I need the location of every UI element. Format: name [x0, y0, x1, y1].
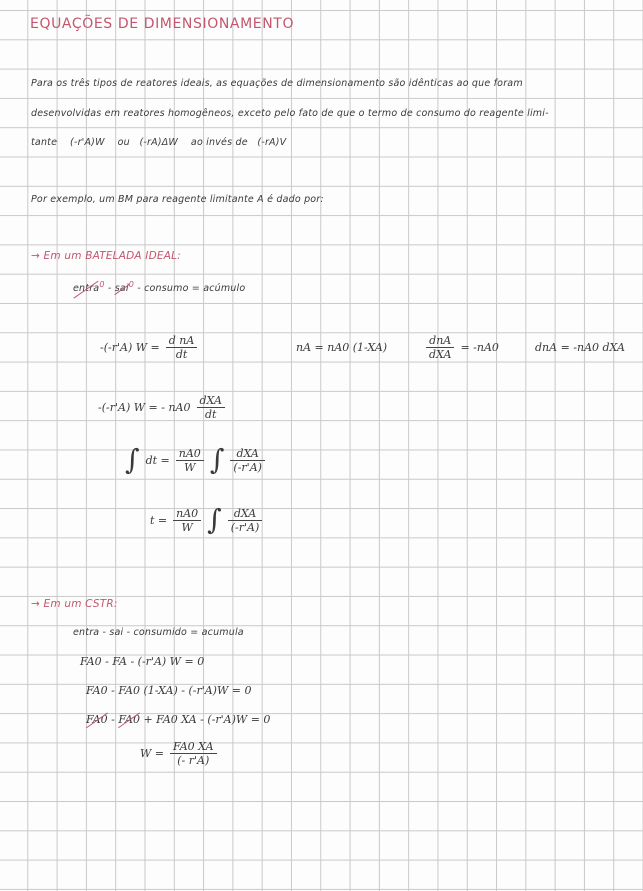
- cstr-heading-label: Em um CSTR:: [43, 598, 118, 610]
- batch-eq-1-fraction: [166, 334, 198, 361]
- cstr-eq-4-den: (- r'A): [177, 754, 210, 767]
- batch-heading-prefix: Em um: [43, 250, 82, 262]
- batch-eq-3-left: dt =: [145, 453, 170, 467]
- batch-eq-2-left: -(-r'A) W = - nA0: [98, 401, 191, 414]
- cstr-eq-2: FA0 - FA0 (1-XA) - (-r'A)W = 0: [86, 684, 252, 697]
- integral-icon: ∫: [125, 443, 140, 476]
- intro-text-tante: tante: [31, 137, 58, 148]
- batch-eq-3-inum: dXA: [230, 447, 265, 461]
- integral-icon: ∫: [207, 503, 222, 536]
- batch-eq-3-fnum: nA0: [176, 447, 204, 461]
- batch-eq-4-fnum: nA0: [173, 507, 201, 521]
- intro-text-ou: ou: [117, 137, 130, 148]
- batch-eq-4-integrand: [228, 507, 263, 534]
- cstr-eq-3-struck-2: FA0: [118, 713, 140, 726]
- batch-eq-1c-den: dXA: [429, 348, 452, 361]
- batch-eq-1c-right: = -nA0: [460, 341, 499, 354]
- batch-eq-1c-num: dnA: [426, 334, 454, 348]
- cstr-balance: entra - sai - consumido = acumula: [73, 627, 244, 638]
- example-text: Por exemplo, um BM para reagente limitante A é dado por:: [31, 194, 324, 205]
- title: EQUAÇÕES DE DIMENSIONAMENTO: [30, 16, 295, 32]
- cstr-eq-4-left: W =: [140, 747, 165, 760]
- cstr-eq-1: FA0 - FA - (-r'A) W = 0: [80, 655, 205, 668]
- batch-eq-1-num: d nA: [166, 334, 198, 348]
- batch-heading-label: BATELADA IDEAL:: [85, 250, 181, 262]
- intro-term-rprime-w: (-r'A)W: [70, 137, 105, 148]
- batch-eq-4-inum: dXA: [228, 507, 263, 521]
- arrow-icon: →: [31, 598, 40, 610]
- batch-eq-3-integrand: [230, 447, 265, 474]
- cstr-eq-4: [140, 740, 217, 767]
- intro-term-r-v: (-rA)V: [257, 137, 287, 148]
- batch-eq-4-fden: W: [181, 520, 193, 534]
- batch-eq-3-fden: W: [184, 460, 196, 474]
- intro-term-r-deltaw: (-rA)ΔW: [139, 137, 179, 148]
- batch-eq-1-left: -(-r'A) W =: [100, 341, 160, 354]
- batch-eq-1b: nA = nA0 (1-XA): [296, 341, 388, 354]
- batch-balance-zero-2: 0: [128, 280, 135, 289]
- batch-eq-4-left: t =: [150, 513, 168, 527]
- cstr-heading: [31, 598, 118, 610]
- cstr-eq-3: [86, 713, 270, 726]
- batch-eq-1: [100, 334, 197, 361]
- batch-balance-entra: entra: [73, 283, 100, 295]
- cstr-eq-3-struck-1: FA0: [86, 713, 108, 726]
- batch-eq-1d: dnA = -nA0 dXA: [535, 341, 625, 354]
- batch-balance-rest: - consumo = acúmulo: [137, 283, 246, 295]
- intro-line-1: Para os três tipos de reatores ideais, as equações de dimensionamento são idênticas ao que foram: [31, 78, 523, 89]
- batch-eq-2-fraction: [197, 394, 225, 421]
- arrow-icon: →: [31, 250, 40, 262]
- batch-eq-4-fraction: [173, 507, 201, 534]
- batch-eq-1c: [426, 334, 499, 361]
- batch-eq-1c-fraction: [426, 334, 454, 361]
- batch-eq-3: [125, 443, 265, 476]
- batch-eq-4-iden: (-r'A): [230, 520, 260, 534]
- intro-text-ao-inves: ao invés de: [190, 137, 248, 148]
- batch-eq-2-num: dXA: [197, 394, 225, 408]
- batch-eq-3-iden: (-r'A): [233, 460, 262, 474]
- batch-balance-sai: sai: [114, 283, 129, 295]
- batch-eq-2-den: dt: [204, 408, 217, 421]
- intro-line-3: [31, 137, 286, 148]
- cstr-eq-4-fraction: [170, 740, 217, 767]
- cstr-eq-4-num: FA0 XA: [170, 740, 217, 754]
- batch-eq-3-fraction: [176, 447, 204, 474]
- batch-heading: [31, 250, 181, 262]
- cstr-eq-3-minus: -: [111, 713, 119, 726]
- batch-eq-1-den: dt: [175, 348, 188, 361]
- cstr-eq-3-rest: + FA0 XA - (-r'A)W = 0: [143, 713, 271, 726]
- batch-balance-zero-1: 0: [99, 280, 105, 289]
- intro-line-2: desenvolvidas em reatores homogêneos, exceto pelo fato de que o termo de consumo do reagente limi-: [31, 108, 549, 119]
- integral-icon: ∫: [209, 443, 225, 476]
- batch-balance: entra$^0$ - sai$^0$ - consumo = acúmulo: [73, 280, 246, 295]
- batch-eq-4: [150, 503, 262, 536]
- batch-eq-2: [98, 394, 225, 421]
